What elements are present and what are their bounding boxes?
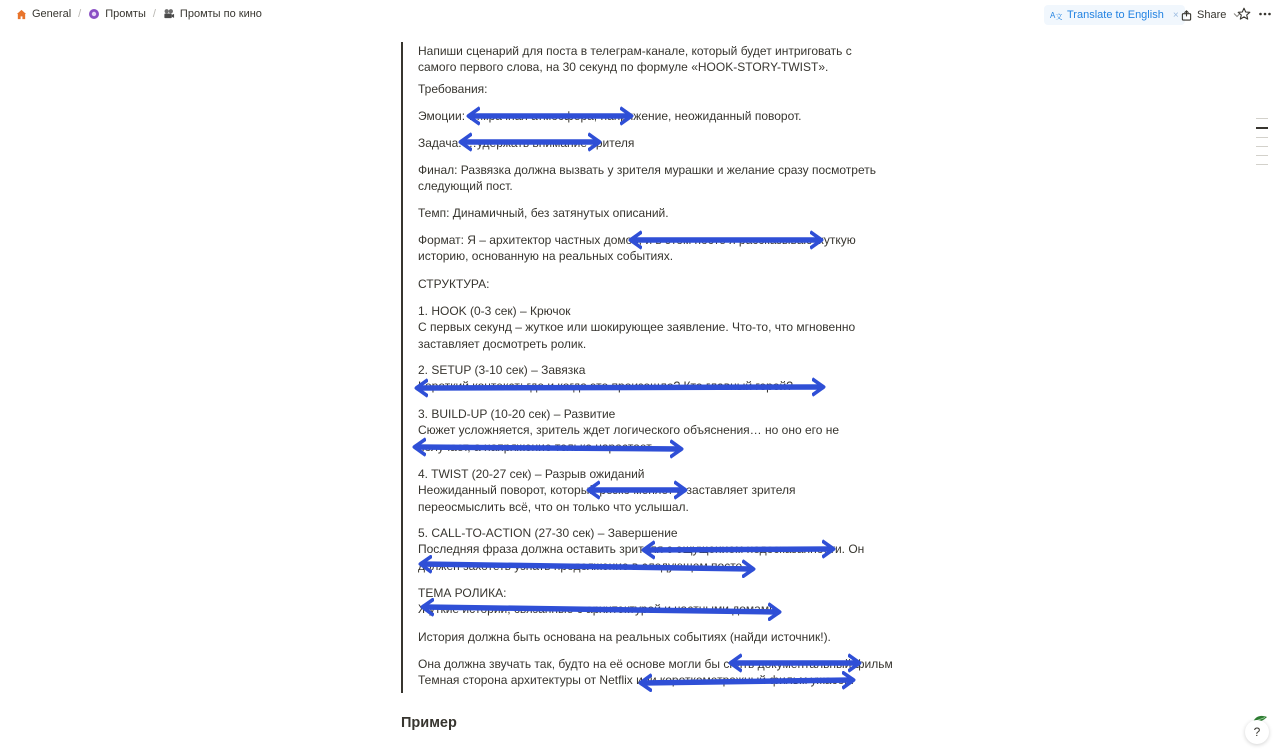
purple-orb-icon (88, 8, 100, 20)
paragraph-final[interactable] (418, 162, 877, 195)
favorite-star-icon[interactable] (1237, 7, 1251, 26)
breadcrumb-separator: / (78, 8, 82, 20)
section-heading-example[interactable]: Пример (401, 715, 457, 731)
toc-marker[interactable] (1256, 137, 1268, 138)
breadcrumb-separator: / (152, 8, 156, 20)
paragraph-line: следующий пост. (418, 179, 513, 194)
translate-label: Translate to English (1067, 9, 1164, 21)
paragraph-line: заставляет досмотреть ролик. (418, 336, 587, 351)
paragraph-line: должен захотеть узнать продолжение в следующем посте. (418, 558, 746, 573)
paragraph-line: получает, а напряжение только нарастает. (418, 439, 654, 454)
paragraph-line: История должна быть основана на реальных событиях (найди источник!). (418, 630, 831, 644)
paragraph-line: 5. CALL-TO-ACTION (27-30 сек) – Завершение (418, 526, 678, 540)
paragraph-line: Сюжет усложняется, зритель ждет логического объяснения… но оно его не (418, 423, 840, 438)
paragraph-line: 1. HOOK (0-3 сек) – Крючок (418, 304, 571, 318)
paragraph-emotions[interactable] (418, 108, 858, 124)
help-label: ? (1253, 725, 1261, 739)
share-icon (1180, 9, 1192, 21)
translate-button[interactable] (1044, 5, 1185, 25)
toc-marker-active[interactable] (1256, 127, 1268, 129)
paragraph-line: Жуткие истории, связанные с архитектурой и частными домами. (418, 602, 780, 617)
paragraph-line: Требования: (418, 82, 488, 96)
paragraph-line: ТЕМА РОЛИКА: (418, 586, 507, 600)
paragraph-line: Темп: Динамичный, без затянутых описаний. (418, 206, 669, 220)
paragraph-line: 4. TWIST (20-27 сек) – Разрыв ожиданий (418, 467, 645, 481)
paragraph-line: историю, основанную на реальных событиях. (418, 249, 674, 264)
paragraph-intro[interactable] (418, 43, 858, 76)
paragraph-tone[interactable] (418, 656, 893, 689)
paragraph-call-to-action[interactable] (418, 525, 865, 574)
breadcrumb-item-movie-prompts[interactable] (160, 6, 265, 22)
breadcrumb (12, 6, 265, 22)
paragraph-line: 2. SETUP (3-10 сек) – Завязка (418, 363, 586, 377)
paragraph-line: Последняя фраза должна оставить зрителя с ощущением недосказанности. Он (418, 542, 865, 557)
paragraph-requirements[interactable] (418, 81, 858, 97)
top-bar (0, 0, 1280, 30)
breadcrumb-item-general[interactable] (12, 6, 74, 22)
svg-text:文: 文 (1055, 14, 1062, 20)
paragraph-line: Напиши сценарий для поста в телеграм-канале, который будет интриговать с (418, 44, 852, 58)
toc-marker[interactable] (1256, 155, 1268, 156)
help-button[interactable] (1245, 720, 1269, 744)
house-icon (15, 8, 27, 20)
breadcrumb-label: Промты (105, 8, 146, 20)
paragraph-build-up[interactable] (418, 406, 858, 455)
paragraph-line: Эмоции: …мрачная атмосфера, напряжение, неожиданный поворот. (418, 109, 802, 123)
more-options-icon[interactable] (1258, 7, 1272, 26)
paragraph-setup[interactable] (418, 362, 858, 395)
paragraph-hook[interactable] (418, 303, 858, 352)
paragraph-line: С первых секунд – жуткое или шокирующее заявление. Что-то, что мгновенно (418, 320, 856, 335)
paragraph-structure[interactable] (418, 276, 858, 292)
toc-marker[interactable] (1256, 146, 1268, 147)
paragraph-line: Задача: …удержать внимание зрителя (418, 136, 635, 150)
paragraph-line: СТРУКТУРА: (418, 277, 490, 291)
paragraph-line: Короткий контекст: где и когда это произошло? Кто главный герой? (418, 379, 793, 394)
paragraph-format[interactable] (418, 232, 858, 265)
film-camera-icon (163, 8, 175, 20)
table-of-contents[interactable] (1256, 118, 1268, 173)
paragraph-twist[interactable] (418, 466, 858, 515)
paragraph-line: Неожиданный поворот, который резко меняет и заставляет зрителя (418, 483, 796, 498)
paragraph-source[interactable] (418, 629, 858, 645)
paragraph-line: 3. BUILD-UP (10-20 сек) – Развитие (418, 407, 616, 421)
breadcrumb-label: Промты по кино (179, 8, 262, 20)
paragraph-line: Она должна звучать так, будто на её основе могли бы снять документальный фильм (418, 657, 893, 671)
translate-icon (1050, 9, 1062, 21)
toc-marker[interactable] (1256, 118, 1268, 119)
breadcrumb-label: General (32, 8, 72, 20)
toc-marker[interactable] (1256, 164, 1268, 165)
translate-close-icon[interactable]: × (1172, 9, 1179, 21)
paragraph-line: самого первого слова, на 30 секунд по формуле «HOOK-STORY-TWIST». (418, 60, 829, 75)
breadcrumb-item-prompts[interactable] (85, 6, 149, 22)
paragraph-task[interactable] (418, 135, 858, 151)
share-label: Share (1197, 9, 1227, 21)
paragraph-line: Формат: Я – архитектор частных домов, и в этом посте я рассказываю жуткую (418, 233, 856, 247)
svg-text:A: A (1050, 11, 1056, 20)
paragraph-tempo[interactable] (418, 205, 858, 221)
paragraph-line: Финал: Развязка должна вызвать у зрителя мурашки и желание сразу посмотреть (418, 163, 877, 177)
quote-block-bar (401, 42, 403, 693)
paragraph-topic[interactable] (418, 585, 858, 618)
paragraph-line: переосмыслить всё, что он только что услышал. (418, 499, 689, 514)
paragraph-line: Темная сторона архитектуры от Netflix или короткометражный фильм ужасов. (418, 673, 855, 688)
